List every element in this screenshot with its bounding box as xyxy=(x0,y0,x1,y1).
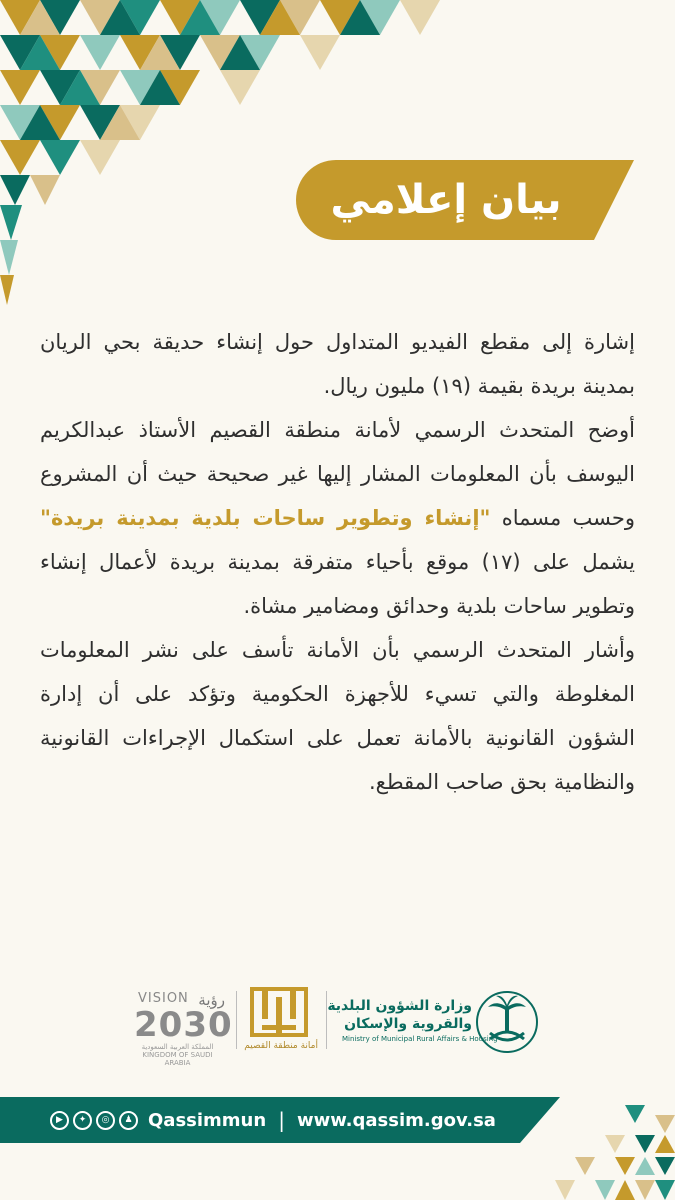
logos-row xyxy=(130,985,550,1067)
paragraph-2 xyxy=(40,408,635,628)
palm-swords-emblem-icon xyxy=(474,989,540,1055)
twitter-icon[interactable]: ✦ xyxy=(73,1111,92,1130)
snapchat-icon[interactable]: ♟ xyxy=(119,1111,138,1130)
statement-body xyxy=(40,320,635,804)
paragraph-3: وأشار المتحدث الرسمي بأن الأمانة تأسف على نشر المعلومات المغلوطة والتي تسيء للأجهزة الحكومية وتؤكد على أن إدارة الشؤون القانونية بالأمانة تعمل على استكمال الإجراءات القانونية والنظامية بحق صاحب المقطع. xyxy=(40,638,635,794)
ministry-name-line1: وزارة الشؤون البلدية xyxy=(327,998,472,1014)
vision-2030-logo xyxy=(130,985,233,1067)
paragraph-2-start: أوضح المتحدث الرسمي لأمانة منطقة القصيم الأستاذ عبدالكريم اليوسف بأن المعلومات المشار إليها غير صحيحة حيث أن المشروع وحسب مسماه xyxy=(40,418,635,530)
geometric-pattern-top xyxy=(0,0,440,310)
geometric-pattern-bottom xyxy=(555,1095,675,1200)
paragraph-1: إشارة إلى مقطع الفيديو المتداول حول إنشاء حديقة بحي الريان بمدينة بريدة بقيمة (١٩) مليون ريال. xyxy=(40,330,635,398)
vision-subtitle-ar: المملكة العربية السعودية xyxy=(141,1043,214,1051)
logo-divider xyxy=(236,991,237,1049)
social-handle[interactable]: Qassimmun xyxy=(148,1109,267,1131)
youtube-icon[interactable]: ▶ xyxy=(50,1111,69,1130)
vision-label-en: VISION xyxy=(138,991,189,1006)
qassim-municipality-logo xyxy=(244,985,318,1055)
qassim-emblem-icon xyxy=(248,985,310,1039)
vision-subtitle xyxy=(130,1043,225,1067)
qassim-name: أمانة منطقة القصيم xyxy=(244,1041,318,1051)
footer-content xyxy=(50,1097,496,1143)
footer-separator: | xyxy=(278,1108,285,1132)
vision-label-ar: رؤية xyxy=(198,991,225,1009)
instagram-icon[interactable]: ◎ xyxy=(96,1111,115,1130)
vision-year: 2030 xyxy=(134,1005,233,1045)
page-title: بيان إعلامي xyxy=(330,177,562,223)
project-name-highlight: "إنشاء وتطوير ساحات بلدية بمدينة بريدة" xyxy=(40,506,491,530)
website-link[interactable]: www.qassim.gov.sa xyxy=(296,1109,496,1131)
ministry-name-line2: والقروية والإسكان xyxy=(344,1016,472,1032)
vision-subtitle-en: KINGDOM OF SAUDI ARABIA xyxy=(142,1051,213,1067)
ministry-logo-text xyxy=(327,997,498,1043)
ministry-name-en: Ministry of Municipal Rural Affairs & Housing xyxy=(342,1035,498,1043)
paragraph-2-end: يشمل على (١٧) موقع بأحياء متفرقة بمدينة بريدة لأعمال إنشاء وتطوير ساحات بلدية وحدائق ومضامير مشاة. xyxy=(40,550,635,618)
